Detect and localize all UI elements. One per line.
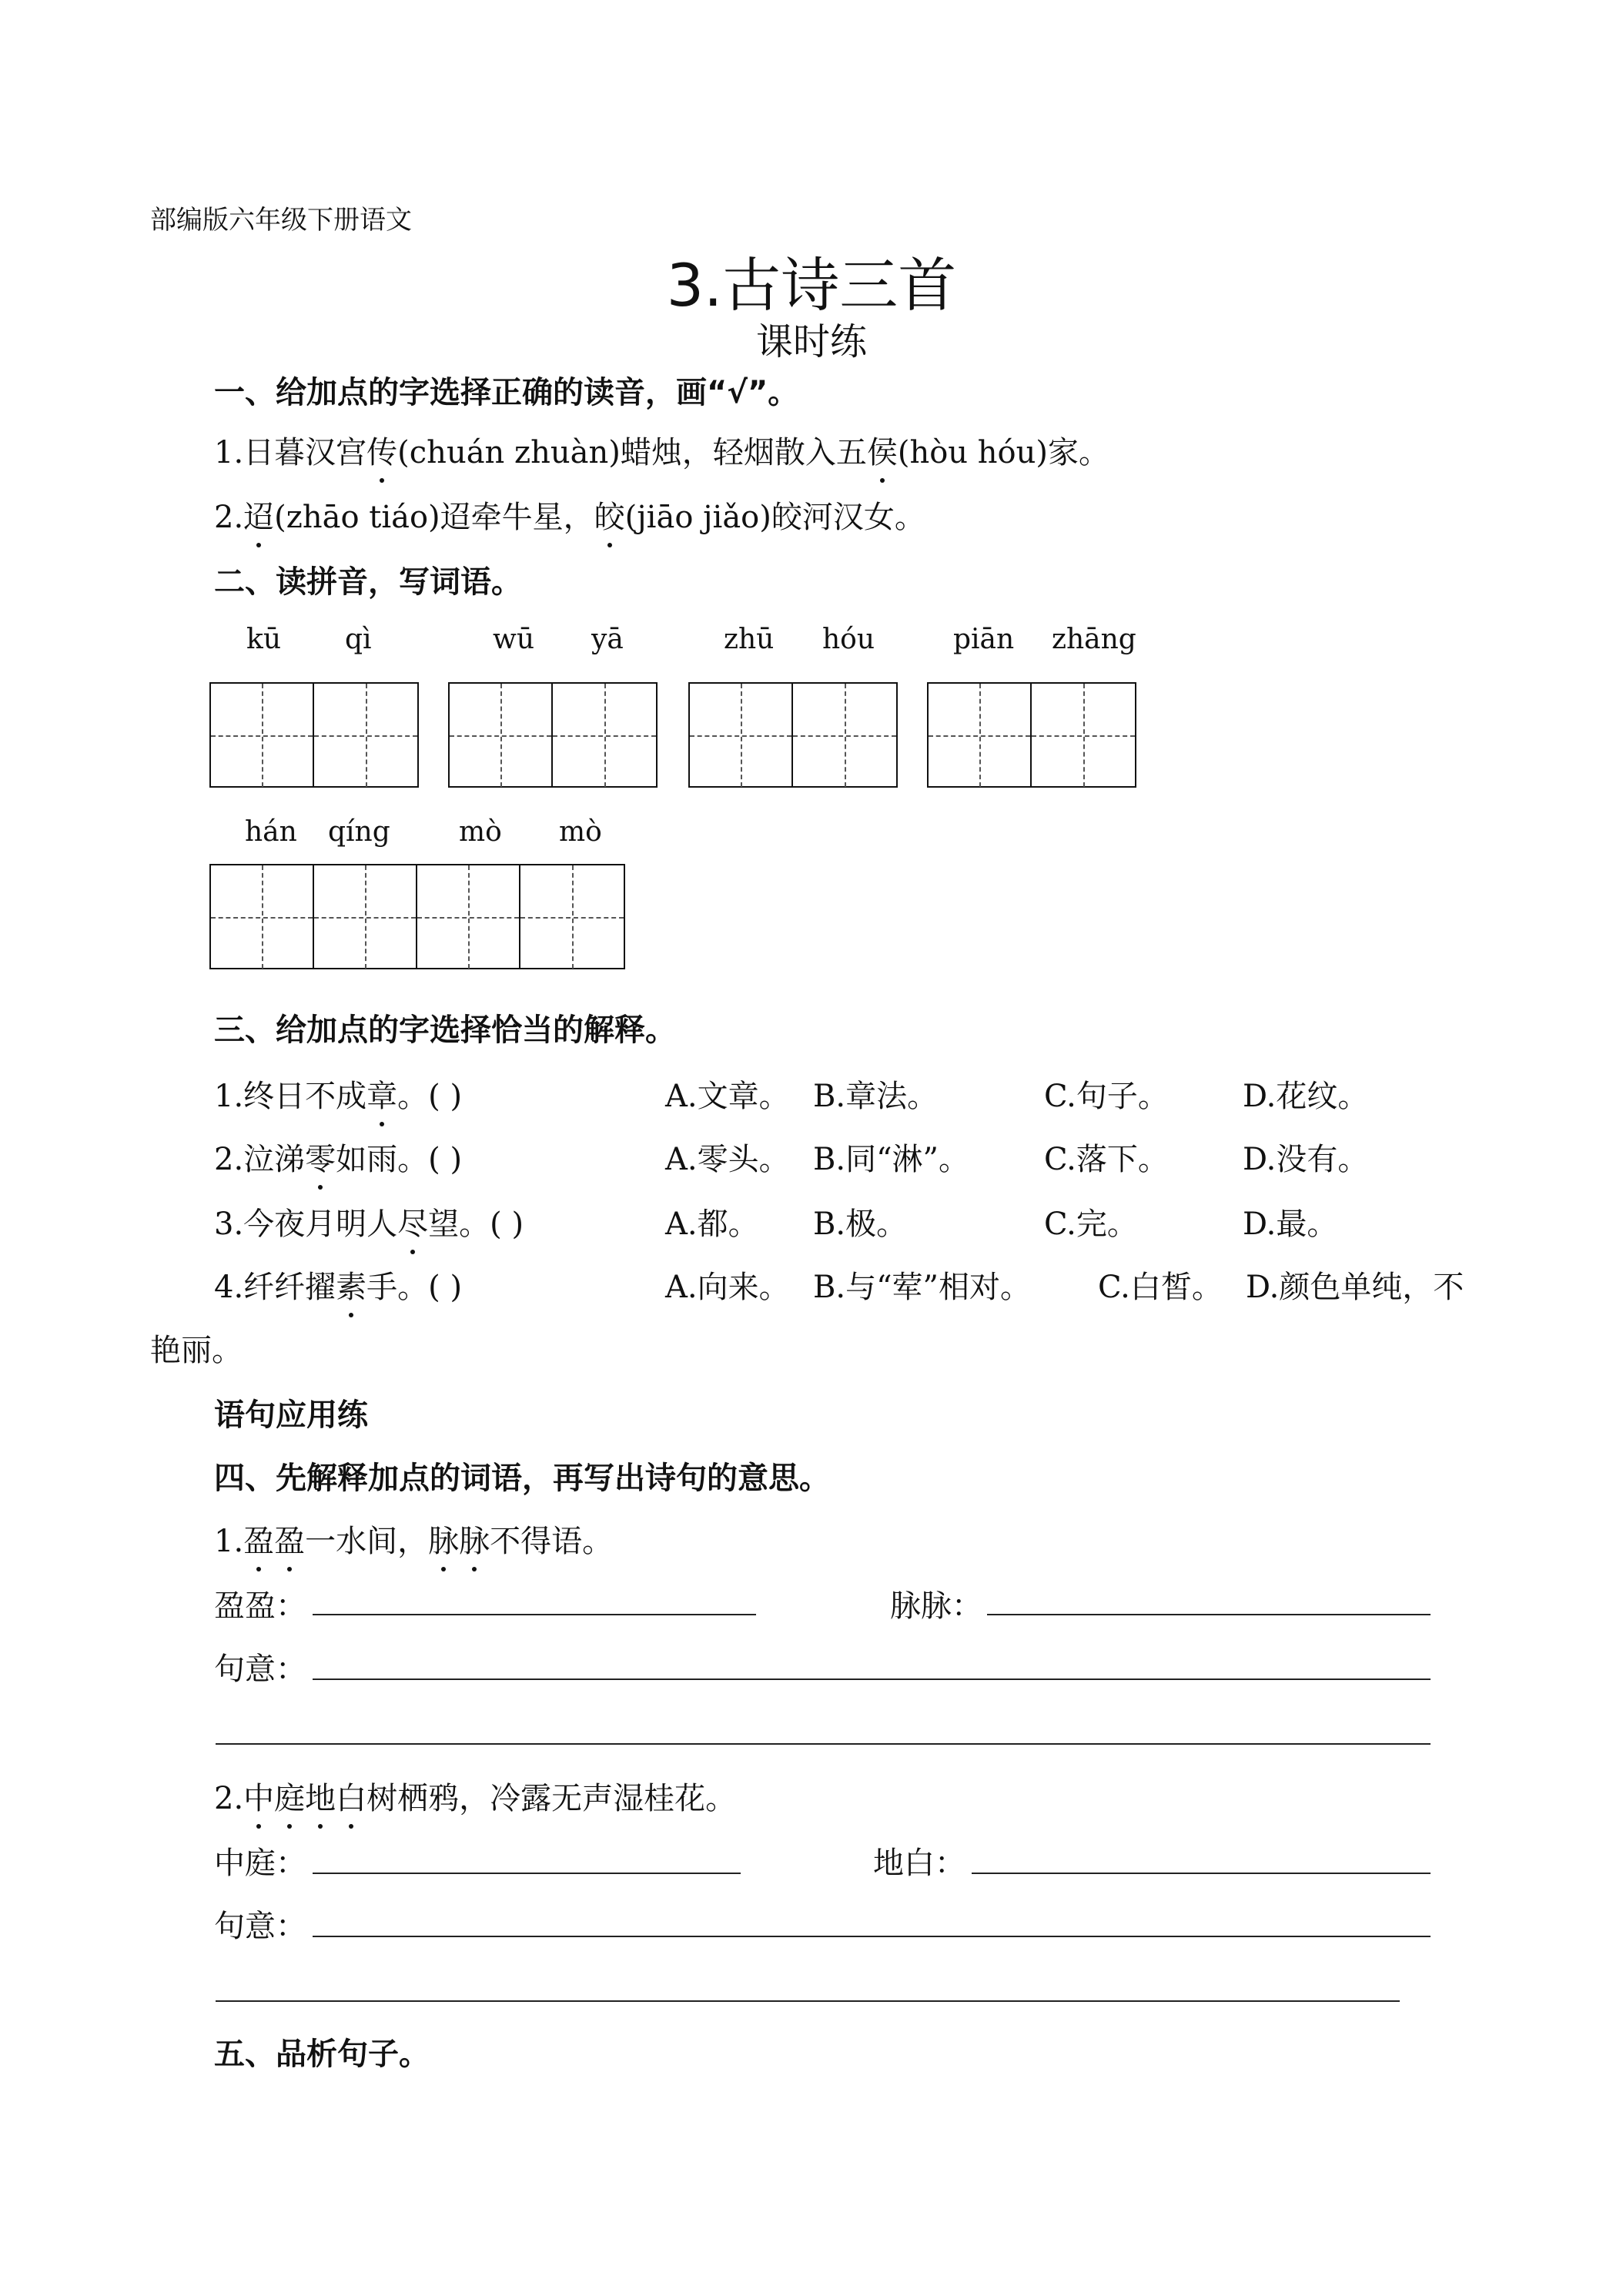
section-5-heading: 五、品析句子。 xyxy=(214,2037,430,2072)
pinyin: hóu xyxy=(822,624,875,655)
s3-wrap-text: 艳丽。 xyxy=(150,1333,243,1368)
option[interactable]: D.颜色单纯，不 xyxy=(1246,1270,1464,1305)
answer-line[interactable] xyxy=(313,1873,741,1874)
label-meaning-1: 句意： xyxy=(214,1652,306,1687)
dotted-char: 脉 xyxy=(459,1517,490,1561)
option[interactable]: C.白皙。 xyxy=(1098,1270,1223,1305)
option[interactable]: A.文章。 xyxy=(665,1079,790,1114)
dotted-char: 白 xyxy=(336,1774,366,1818)
pinyin: zhāng xyxy=(1052,624,1136,655)
dotted-char: 地 xyxy=(305,1774,336,1818)
writing-grid[interactable] xyxy=(209,682,419,788)
section-1-heading: 一、给加点的字选择正确的读音，画“√”。 xyxy=(214,375,799,410)
answer-line[interactable] xyxy=(313,1614,756,1615)
option[interactable]: A.都。 xyxy=(665,1207,759,1242)
label-dibai: 地白： xyxy=(873,1846,965,1881)
label-zhongting: 中庭： xyxy=(214,1846,306,1881)
answer-line[interactable] xyxy=(313,1678,1431,1680)
dotted-char: 脉 xyxy=(428,1517,459,1561)
label-meaning-2: 句意： xyxy=(214,1909,306,1944)
answer-line[interactable] xyxy=(987,1614,1431,1615)
option[interactable]: C.句子。 xyxy=(1044,1079,1169,1114)
label-maimai: 脉脉： xyxy=(890,1588,982,1624)
pinyin: wū xyxy=(493,624,534,655)
option[interactable]: A.零头。 xyxy=(665,1142,790,1177)
dotted-char: 庭 xyxy=(274,1774,305,1818)
option[interactable]: D.最。 xyxy=(1243,1207,1338,1242)
option[interactable]: B.章法。 xyxy=(813,1079,939,1114)
dotted-char: 中 xyxy=(243,1774,274,1818)
label-yingying: 盈盈： xyxy=(214,1588,306,1624)
dotted-char: 盈 xyxy=(243,1517,274,1561)
s1-question-1: 1.日暮汉宫传(chuán zhuàn)蜡烛，轻烟散入五侯(hòu hóu)家。 xyxy=(214,428,1109,472)
s3-item-4: 4.纤纤擢素手。( ) xyxy=(214,1263,462,1307)
pinyin: zhū xyxy=(724,624,775,655)
application-heading: 语句应用练 xyxy=(214,1397,368,1433)
s4-question-1: 1.盈盈一水间，脉脉不得语。 xyxy=(214,1517,613,1561)
option[interactable]: C.完。 xyxy=(1044,1207,1138,1242)
s3-item-2: 2.泣涕零如雨。( ) xyxy=(214,1135,462,1179)
writing-grid[interactable] xyxy=(927,682,1136,788)
pinyin: mò xyxy=(559,816,602,848)
pinyin: mò xyxy=(459,816,502,848)
writing-grid[interactable] xyxy=(209,864,625,969)
option[interactable]: D.没有。 xyxy=(1243,1142,1369,1177)
doc-header: 部编版六年级下册语文 xyxy=(150,205,412,236)
s3-item-1: 1.终日不成章。( ) xyxy=(214,1072,462,1116)
answer-line[interactable] xyxy=(216,1743,1431,1745)
section-4-heading: 四、先解释加点的词语，再写出诗句的意思。 xyxy=(214,1461,830,1496)
option[interactable]: B.同“淋”。 xyxy=(813,1142,970,1177)
page-title: 3.古诗三首 xyxy=(666,251,957,320)
writing-grid[interactable] xyxy=(688,682,898,788)
pinyin: qì xyxy=(345,624,372,655)
page-subtitle: 课时练 xyxy=(755,320,867,363)
writing-grid[interactable] xyxy=(448,682,658,788)
s3-item-3: 3.今夜月明人尽望。( ) xyxy=(214,1200,524,1243)
answer-line[interactable] xyxy=(972,1873,1431,1874)
s4-question-2: 2.中庭地白树栖鸦，冷露无声湿桂花。 xyxy=(214,1774,736,1818)
pinyin: piān xyxy=(953,624,1015,655)
pinyin: hán xyxy=(245,816,297,848)
pinyin: kū xyxy=(246,624,281,655)
pinyin: yā xyxy=(591,624,624,655)
answer-line[interactable] xyxy=(313,1936,1431,1937)
section-3-heading: 三、给加点的字选择恰当的解释。 xyxy=(214,1012,676,1048)
option[interactable]: A.向来。 xyxy=(665,1270,790,1305)
option[interactable]: B.极。 xyxy=(813,1207,908,1242)
option[interactable]: B.与“荤”相对。 xyxy=(813,1270,1032,1305)
section-2-heading: 二、读拼音，写词语。 xyxy=(214,564,522,600)
option[interactable]: C.落下。 xyxy=(1044,1142,1169,1177)
s1-question-2: 2.迢(zhāo tiáo)迢牵牛星，皎(jiāo jiǎo)皎河汉女。 xyxy=(214,493,925,537)
pinyin: qíng xyxy=(328,816,390,848)
dotted-char: 盈 xyxy=(274,1517,305,1561)
answer-line[interactable] xyxy=(216,2000,1400,2002)
option[interactable]: D.花纹。 xyxy=(1243,1079,1369,1114)
